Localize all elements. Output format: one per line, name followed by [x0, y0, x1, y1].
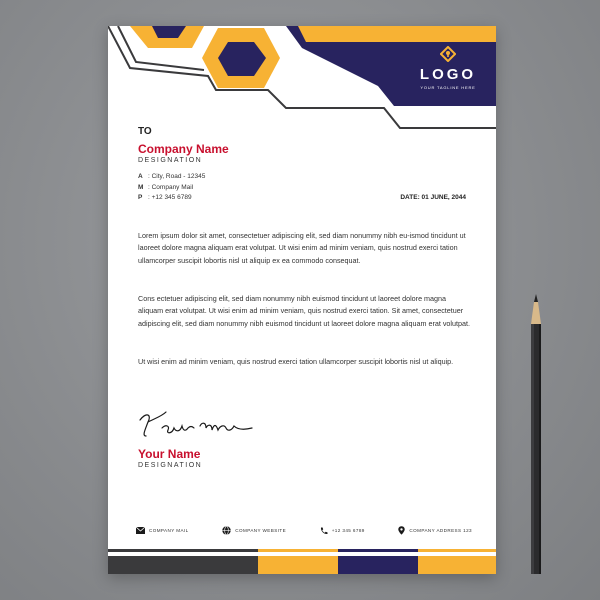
- footer-address-label: COMPANY ADDRESS 123: [409, 528, 472, 533]
- footer-address: [398, 526, 472, 535]
- footer-phone-label: +12 345 6789: [331, 528, 365, 533]
- footer-bar-orange-2: [418, 556, 496, 574]
- contact-mail-value: : Company Mail: [148, 183, 194, 191]
- footer-contacts: [136, 526, 472, 535]
- body-paragraph-3: Ut wisi enim ad minim veniam, quis nostrud exerci tation ullamcorper suscipit lobortis nisl ut aliquip.: [138, 357, 454, 366]
- company-name: Company Name: [138, 142, 229, 156]
- logo-tagline: YOUR TAGLINE HERE: [420, 85, 476, 90]
- diamond-pin-icon: [440, 46, 456, 62]
- logo-block: [408, 46, 488, 90]
- company-designation: DESIGNATION: [138, 157, 203, 164]
- header-orange-strip: [298, 26, 496, 42]
- contact-mail-row: [138, 183, 205, 194]
- contact-phone-row: [138, 193, 205, 204]
- handwritten-signature: [136, 406, 256, 446]
- envelope-icon: [136, 527, 145, 534]
- pencil-icon: [528, 294, 544, 574]
- body-paragraph-2: Cons ectetuer adipiscing elit, sed diam nonummy nibh euismod tincidunt ut laoreet dolore magna aliquam erat volutpat. Ut wisi enim ad minim veniam, quis nostrud exerci tation. Sit amet, consectetuer adipiscing elit, sed diam nonummy nibh euismod tincidunt ut laoreet dolore magna aliquam erat volutpat.: [138, 294, 471, 328]
- contact-address-key: A: [138, 173, 143, 180]
- phone-icon: [320, 527, 328, 535]
- to-label: TO: [138, 126, 152, 137]
- footer-thin-line-dark: [108, 549, 258, 552]
- contact-phone-key: P: [138, 194, 143, 201]
- signer-name: Your Name: [138, 447, 201, 461]
- footer-bar-navy: [338, 556, 418, 574]
- body-paragraph-1: Lorem ipsum dolor sit amet, consectetuer adipiscing elit, sed diam nonummy nibh eu-ismod tincidunt ut laoreet dolore magna aliquam erat volutpat. Ut wisi enim ad minim veniam, quis nostrud exerci tation ullamcorper suscipit lobortis nisl ut aliquip ex ea commodo consequat.: [138, 231, 466, 265]
- footer-thin-line-navy: [338, 549, 418, 552]
- letterhead-page: [108, 26, 496, 574]
- contact-block: [138, 172, 205, 204]
- footer-bar-orange: [258, 556, 338, 574]
- logo-text: LOGO: [419, 66, 477, 83]
- contact-address-row: [138, 172, 205, 183]
- footer-website-label: COMPANY WEBSITE: [235, 528, 287, 533]
- footer-mail-label: COMPANY MAIL: [149, 528, 189, 533]
- contact-phone-value: : +12 345 6789: [148, 194, 192, 201]
- contact-mail-key: M: [138, 183, 144, 191]
- letter-date: DATE: 01 JUNE, 2044: [400, 194, 466, 201]
- footer-thin-line-orange-2: [418, 549, 496, 552]
- footer-phone: [320, 527, 365, 535]
- footer-mail: [136, 527, 189, 534]
- signer-designation: DESIGNATION: [138, 462, 203, 469]
- footer-thin-line-orange: [258, 549, 338, 552]
- footer-bar-dark: [108, 556, 258, 574]
- location-pin-icon: [398, 526, 405, 535]
- globe-icon: [222, 526, 231, 535]
- footer-website: [222, 526, 286, 535]
- contact-address-value: : City, Road - 12345: [148, 173, 206, 180]
